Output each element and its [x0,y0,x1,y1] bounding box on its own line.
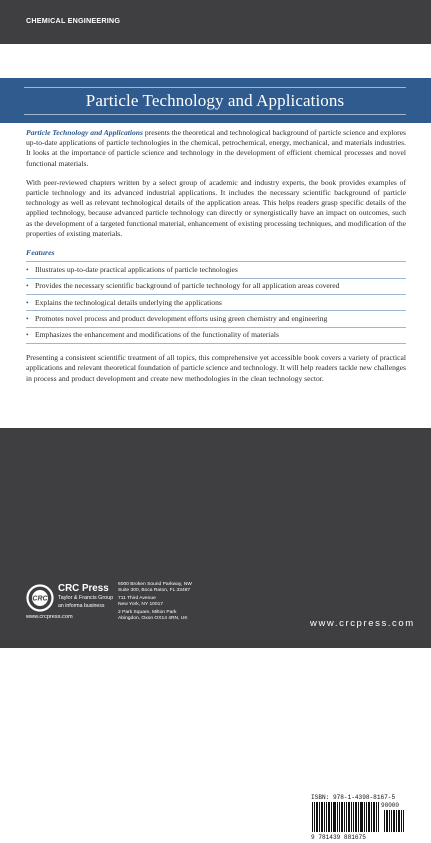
publisher-url-small[interactable]: www.crcpress.com [26,614,73,620]
address-line: Suite 300, Boca Raton, FL 33487 [118,588,191,593]
bullet-icon: • [26,281,29,291]
intro-book-title: Particle Technology and Applications [26,128,143,137]
series-header [0,0,431,44]
intro-paragraph [26,128,406,169]
address-line: 6000 Broken Sound Parkway, NW [118,582,192,587]
feature-item [26,295,406,311]
barcode-number: 9 781439 881675 [311,834,366,841]
feature-item [26,311,406,327]
features-heading: Features [26,248,55,258]
description [26,128,406,393]
publisher-group: Taylor & Francis Group [58,595,114,601]
feature-item [26,328,406,344]
publisher-footer [0,428,431,841]
paragraph-two: With peer-reviewed chapters written by a select group of academic and industry experts, the book provides examples of particle technology and its advanced industrial applications. It includes the necessary scientific background of particle technology as well as relevant technological details of the application areas. This helps readers grasp specific details of the applied technology, because advanced particle technology can directly or synergistically have an impact on outcomes, such as the development of a targeted functional material, enhancement of existing processing techniques, and modification of the properties of existing materials. [26,177,406,238]
feature-text: Explains the technological details underlying the applications [35,297,222,307]
product-code: K13847 [339,778,370,788]
barcode-addon: 90000 [381,802,400,809]
feature-item [26,262,406,278]
series-label: CHEMICAL ENGINEERING [26,16,121,25]
bullet-icon: • [26,297,29,307]
publisher-name: CRC Press [58,583,109,594]
bullet-icon: • [26,264,29,274]
feature-text: Provides the necessary scientific background of particle technology for all application areas covered [35,281,340,291]
isbn-label: ISBN: 978-1-4398-8167-5 [311,794,396,801]
bullet-icon: • [26,330,29,340]
address-line: 711 Third Avenue [118,596,156,601]
bullet-icon: • [26,314,29,323]
publisher-url[interactable]: www.crcpress.com [310,618,415,629]
book-title: Particle Technology and Applications [85,91,345,110]
address-line: New York, NY 10017 [118,602,164,607]
crc-logo-icon [26,584,54,612]
intro-text: presents the theoretical and technological background of particle science and explores up-to-date applications of particle technologies in the chemical, petrochemical, energy, mechanical, and materials industries. It looks at the importance of particle science and technology in the development of efficient chemical processes and novel functional materials. [26,128,406,168]
barcode [308,792,408,843]
features-list [26,261,406,344]
paragraph-three: Presenting a consistent scientific treatment of all topics, this comprehensive yet accessible book covers a variety of practical applications and relevant theoretical foundation of particle science and technology. It will help readers tackle new challenges in process and product development and create new methodologies in the clean technology sector. [26,353,406,383]
feature-text: Illustrates up-to-date practical applications of particle technologies [35,264,238,274]
logo-text: CRC [32,595,48,603]
title-frame [24,87,406,115]
publisher-business: an informa business [58,603,105,609]
title-band [0,78,431,123]
feature-text: Emphasizes the enhancement and modifications of the functionality of materials [35,330,279,340]
feature-item [26,279,406,295]
address-line: Abingdon, Oxon OX14 4RN, UK [118,616,188,621]
address-line: 2 Park Square, Milton Park [118,610,177,615]
feature-text: Promotes novel process and product development efforts using green chemistry and engineering [35,314,328,323]
